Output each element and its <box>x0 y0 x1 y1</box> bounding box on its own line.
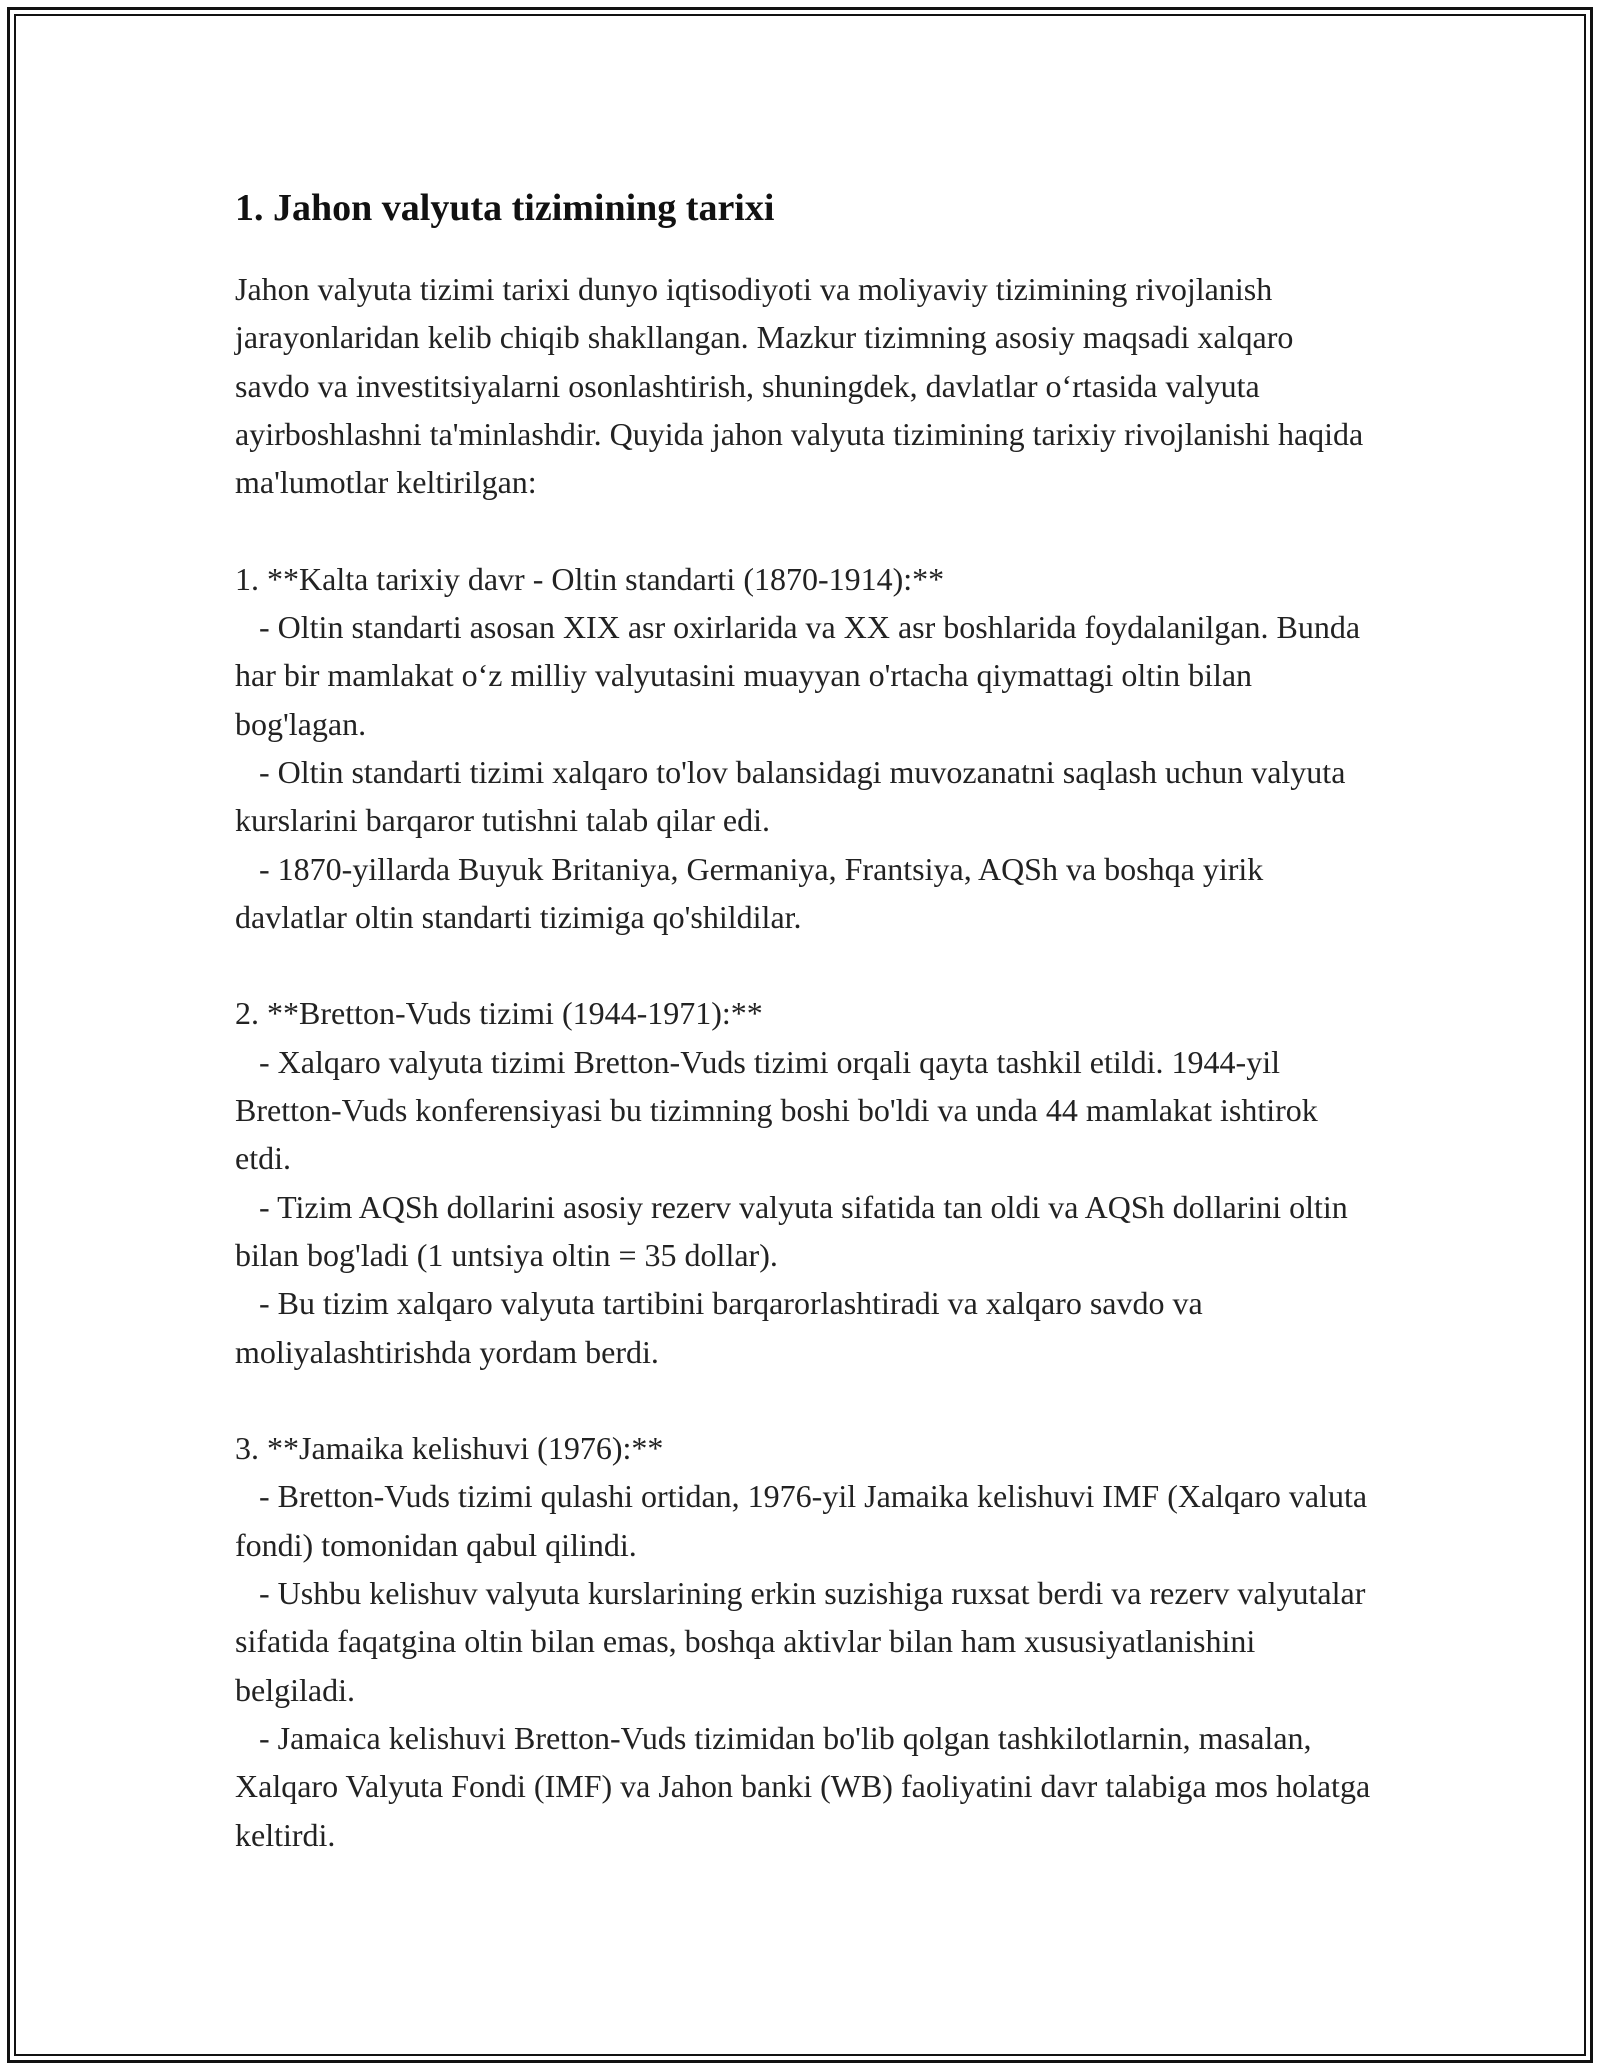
list-item: - Bretton-Vuds tizimi qulashi ortidan, 1976-yil Jamaika kelishuvi IMF (Xalqaro valuta fondi) tomonidan qabul qilindi. <box>235 1478 1376 1563</box>
list-item: - 1870-yillarda Buyuk Britaniya, Germaniya, Frantsiya, AQSh va boshqa yirik davlatlar oltin standarti tizimiga qo'shildilar. <box>235 850 1272 935</box>
section-jamaica-agreement <box>235 1424 1379 1859</box>
document-body <box>235 185 1379 1859</box>
list-item: - Ushbu kelishuv valyuta kurslarining erkin suzishiga ruxsat berdi va rezerv valyutalar sifatida faqatgina oltin bilan emas, boshqa aktivlar bilan ham xususiyatlanishini belgiladi. <box>235 1575 1374 1708</box>
document-title: 1. Jahon valyuta tizimining tarixi <box>235 187 775 229</box>
spacer <box>235 506 1375 554</box>
list-item: - Oltin standarti tizimi xalqaro to'lov balansidagi muvozanatni saqlash uchun valyuta kurslarini barqaror tutishni talab qilar edi. <box>235 753 1354 839</box>
list-item: - Xalqaro valyuta tizimi Bretton-Vuds tizimi orqali qayta tashkil etildi. 1944-yil Bretton-Vuds konferensiyasi bu tizimning boshi bo'ldi va unda 44 mamlakat ishtirok etdi. <box>235 1043 1326 1177</box>
spacer <box>235 941 1375 989</box>
section-heading: 1. **Kalta tarixiy davr - Oltin standarti (1870-1914):** <box>235 560 945 597</box>
spacer <box>235 1376 1375 1424</box>
section-bretton-woods <box>235 989 1375 1375</box>
section-heading: 2. **Bretton-Vuds tizimi (1944-1971):** <box>235 995 763 1032</box>
intro-paragraph: Jahon valyuta tizimi tarixi dunyo iqtisodiyoti va moliyaviy tizimining rivojlanish jarayonlaridan kelib chiqib shakllangan. Mazkur tizimning asosiy maqsadi xalqaro savdo va investitsiyalarni osonlashtirish, shuningdek, davlatlar oʻrtasida valyuta ayirboshlashni ta'minlashdir. Quyida jahon valyuta tizimining tarixiy rivojlanishi haqida ma'lumotlar keltirilgan: <box>235 271 1372 501</box>
section-heading: 3. **Jamaika kelishuvi (1976):** <box>235 1430 664 1467</box>
section-gold-standard <box>235 555 1375 941</box>
list-item: - Jamaica kelishuvi Bretton-Vuds tizimidan bo'lib qolgan tashkilotlarnin, masalan, Xalqaro Valyuta Fondi (IMF) va Jahon banki (WB) faoliyatini davr talabiga mos holatga keltirdi. <box>235 1719 1379 1853</box>
list-item: - Bu tizim xalqaro valyuta tartibini barqarorlashtiradi va xalqaro savdo va moliyalashtirishda yordam berdi. <box>235 1285 1211 1370</box>
list-item: - Tizim AQSh dollarini asosiy rezerv valyuta sifatida tan oldi va AQSh dollarini oltin bilan bog'ladi (1 untsiya oltin = 35 dollar). <box>235 1188 1356 1273</box>
list-item: - Oltin standarti asosan XIX asr oxirlarida va XX asr boshlarida foydalanilgan. Bunda har bir mamlakat oʻz milliy valyutasini muayyan o'rtacha qiymattagi oltin bilan bog'lagan. <box>235 609 1369 742</box>
